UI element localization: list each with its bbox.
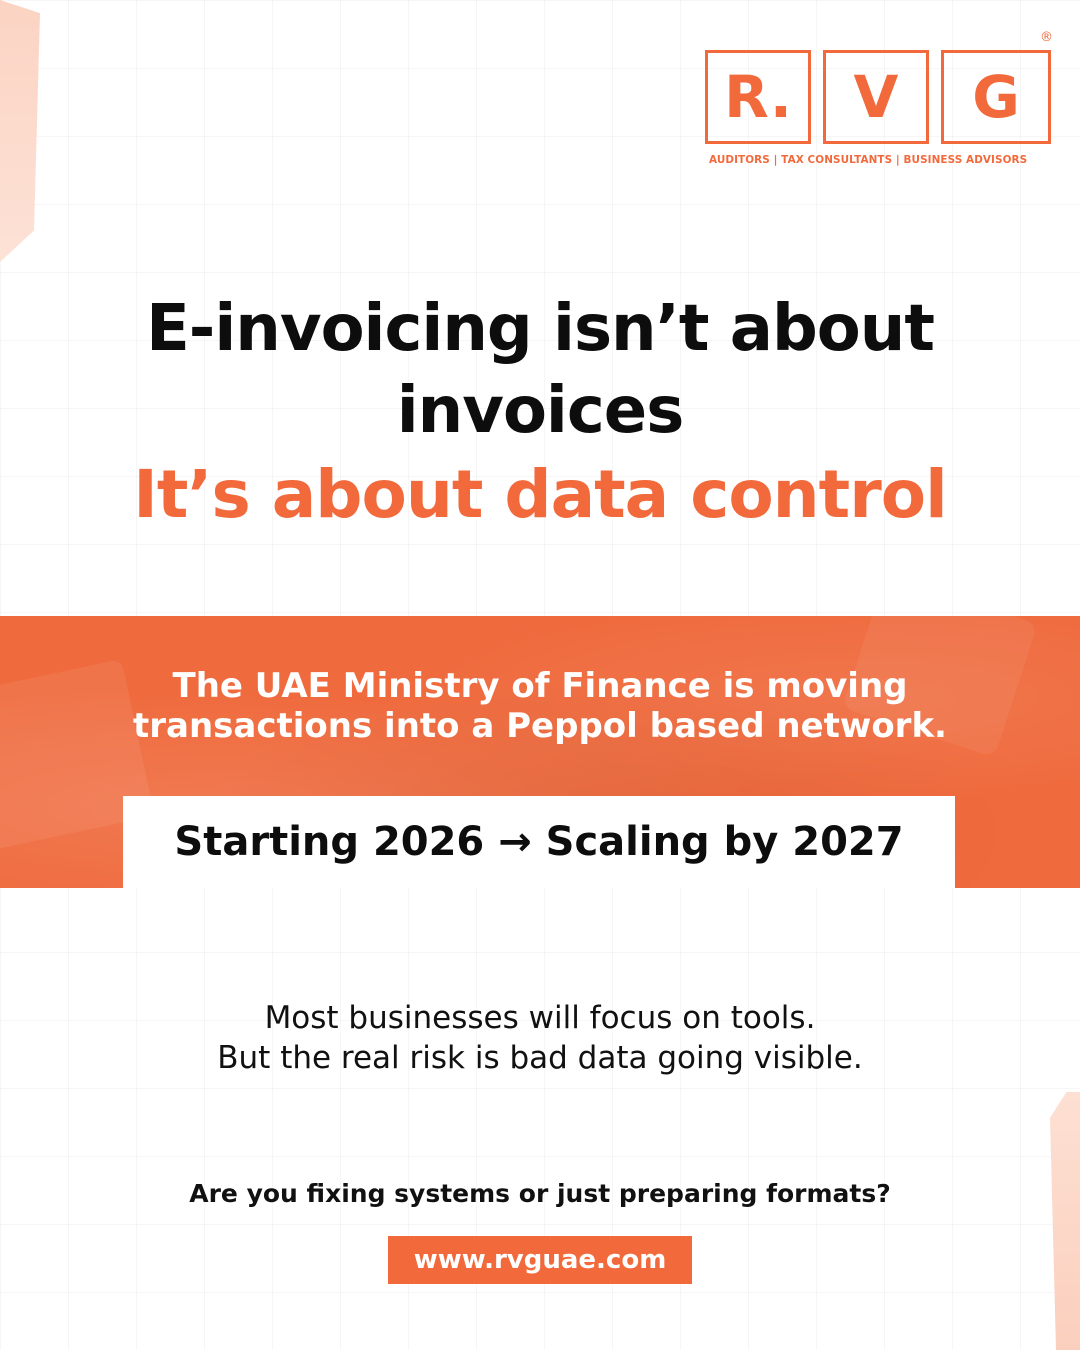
headline-line-1: E-invoicing isn’t about <box>146 292 934 366</box>
rvg-logo <box>705 30 1053 170</box>
closing-question: Are you fixing systems or just preparing formats? <box>189 1179 891 1208</box>
headline-accent-line: It’s about data control <box>133 456 947 533</box>
headline-line-2: invoices <box>396 374 684 448</box>
body-text <box>0 998 1080 1078</box>
timeline-box: Starting 2026 → Scaling by 2027 <box>123 796 955 888</box>
decorative-shape-bottom-right <box>1050 1092 1080 1350</box>
logo-letter-r: R. <box>724 63 792 131</box>
registered-mark: ® <box>1040 30 1053 45</box>
website-link-button[interactable]: www.rvguae.com <box>388 1236 692 1284</box>
ministry-statement-line-1: The UAE Ministry of Finance is moving <box>172 666 908 706</box>
logo-tagline: AUDITORS | TAX CONSULTANTS | BUSINESS ADVISORS <box>709 154 1028 166</box>
logo-letter-g: G <box>972 63 1020 131</box>
ministry-statement <box>0 666 1080 746</box>
decorative-shape-top-left <box>0 0 40 262</box>
logo-box-r <box>705 50 811 144</box>
body-line-1: Most businesses will focus on tools. <box>264 1000 816 1036</box>
logo-box-g <box>941 50 1051 144</box>
logo-box-v <box>823 50 929 144</box>
body-line-2: But the real risk is bad data going visible. <box>217 1040 863 1076</box>
ministry-statement-line-2: transactions into a Peppol based network. <box>133 706 947 746</box>
logo-letter-v: V <box>853 63 899 131</box>
headline <box>0 288 1080 536</box>
